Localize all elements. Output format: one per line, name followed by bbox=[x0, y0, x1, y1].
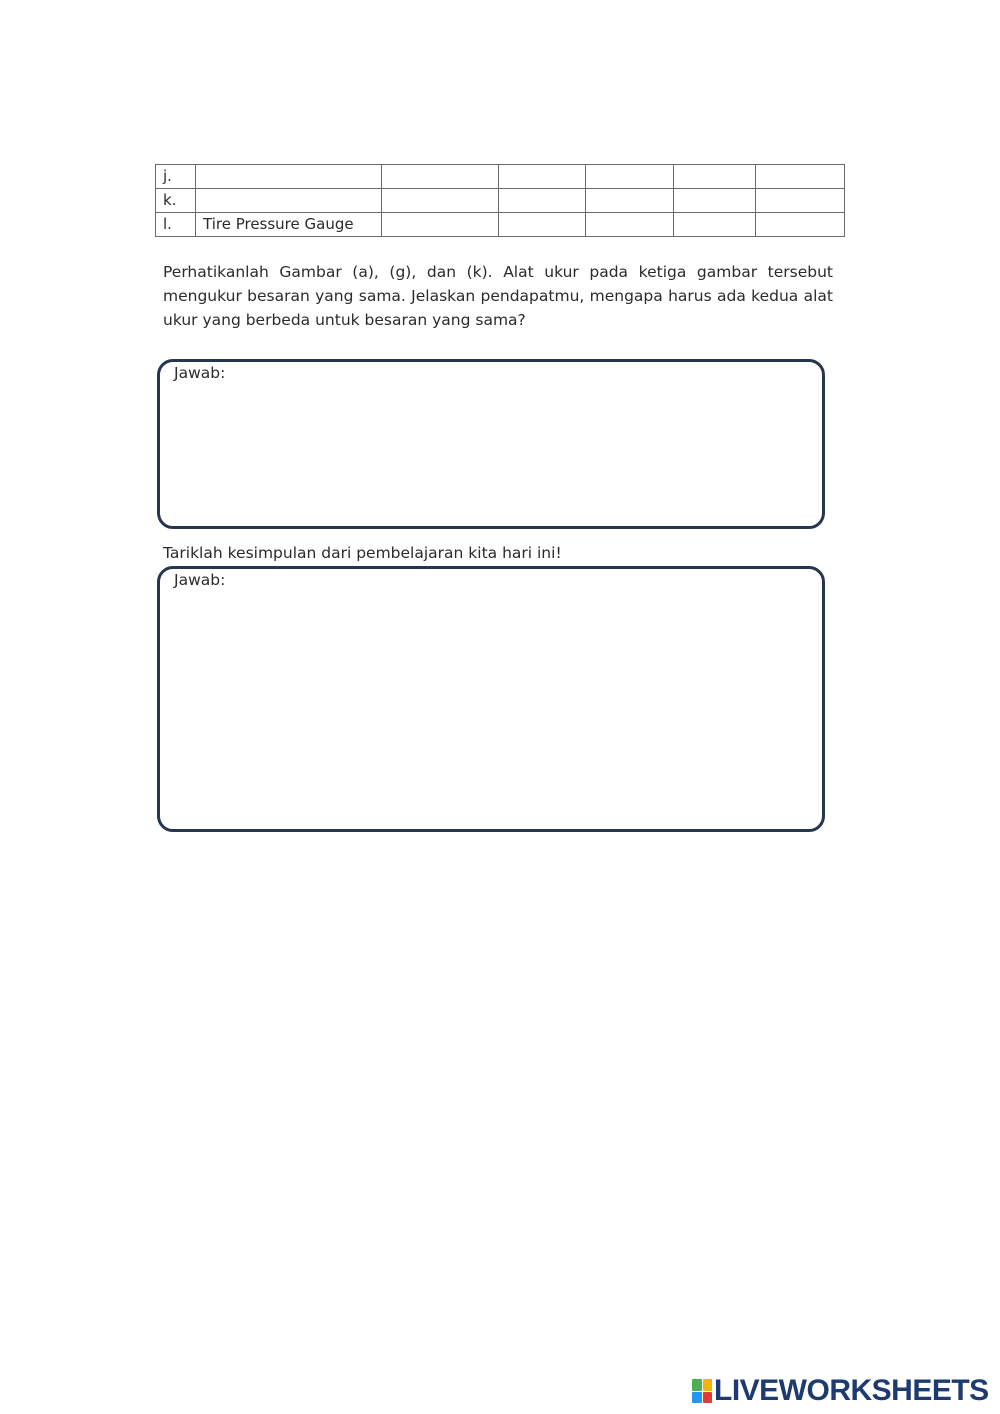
liveworksheets-logo bbox=[692, 1374, 989, 1408]
answer-box-1 bbox=[157, 359, 825, 529]
question-2-text: Tariklah kesimpulan dari pembelajaran kita hari ini! bbox=[163, 544, 562, 562]
row-label: j. bbox=[156, 165, 196, 189]
table-cell[interactable] bbox=[586, 189, 674, 213]
table-cell[interactable] bbox=[499, 165, 586, 189]
answer-label: Jawab: bbox=[174, 364, 226, 382]
answer-input-1[interactable] bbox=[174, 388, 808, 516]
table-cell[interactable] bbox=[756, 213, 845, 237]
answer-input-2[interactable] bbox=[174, 595, 808, 819]
table-cell[interactable] bbox=[674, 213, 756, 237]
logo-icon bbox=[692, 1379, 712, 1403]
row-label: k. bbox=[156, 189, 196, 213]
instrument-table bbox=[155, 164, 845, 237]
row-name bbox=[196, 189, 382, 213]
row-name: Tire Pressure Gauge bbox=[196, 213, 382, 237]
answer-label: Jawab: bbox=[174, 571, 226, 589]
answer-box-2 bbox=[157, 566, 825, 832]
table-cell[interactable] bbox=[756, 165, 845, 189]
table-row bbox=[156, 165, 845, 189]
table-cell[interactable] bbox=[382, 213, 499, 237]
table-cell[interactable] bbox=[756, 189, 845, 213]
table-cell[interactable] bbox=[674, 189, 756, 213]
logo-text: LIVEWORKSHEETS bbox=[714, 1374, 989, 1407]
table-row bbox=[156, 189, 845, 213]
table-cell[interactable] bbox=[382, 165, 499, 189]
row-name bbox=[196, 165, 382, 189]
row-label: l. bbox=[156, 213, 196, 237]
question-1-text: Perhatikanlah Gambar (a), (g), dan (k). Alat ukur pada ketiga gambar tersebut mengukur besaran yang sama. Jelaskan pendapatmu, mengapa harus ada kedua alat ukur yang berbeda untuk besaran yang sama? bbox=[163, 263, 833, 329]
table-cell[interactable] bbox=[499, 189, 586, 213]
table-cell[interactable] bbox=[586, 165, 674, 189]
table-cell[interactable] bbox=[586, 213, 674, 237]
table-cell[interactable] bbox=[674, 165, 756, 189]
table-row bbox=[156, 213, 845, 237]
table-cell[interactable] bbox=[499, 213, 586, 237]
table-cell[interactable] bbox=[382, 189, 499, 213]
